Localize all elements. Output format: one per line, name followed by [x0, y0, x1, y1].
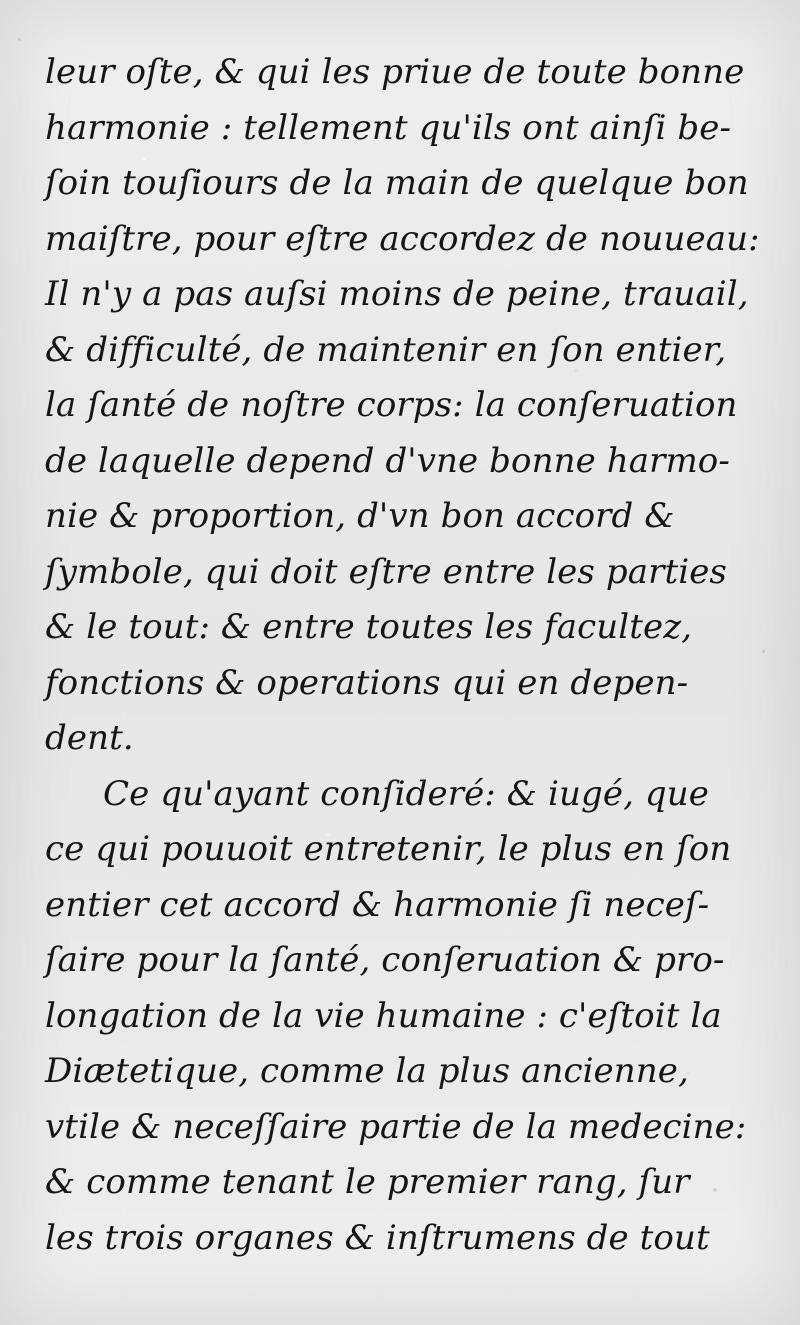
- text-line: fonctions & operations qui en depen-: [45, 662, 689, 703]
- text-line: maiſtre, pour eſtre accordez de nouueau:: [45, 218, 760, 259]
- text-line: ſymbole, qui doit eſtre entre les parties: [45, 551, 727, 592]
- paper-speck: [18, 38, 21, 41]
- text-line: nie & proportion, d'vn bon accord &: [45, 496, 675, 536]
- text-line: ſaire pour la ſanté, conſeruation & pro-: [45, 940, 725, 980]
- text-line: de laquelle depend d'vne bonne harmo-: [45, 440, 730, 481]
- body-text: [45, 45, 760, 1266]
- text-line: & le tout: & entre toutes les facultez,: [45, 607, 693, 647]
- paragraph-2: [45, 767, 745, 1267]
- text-line: les trois organes & inſtrumens de tout: [45, 1217, 710, 1258]
- text-line: ſoin touſiours de la main de quelque bon: [45, 163, 749, 203]
- text-line: harmonie : tellement qu'ils ont ainſi be-: [45, 107, 732, 148]
- text-line: entier cet accord & harmonie ſi neceſ-: [45, 884, 710, 925]
- paragraph-1: [45, 45, 760, 767]
- text-line: Diætetique, comme la plus ancienne,: [45, 1051, 689, 1091]
- text-line: la ſanté de noſtre corps: la conſeruation: [45, 385, 738, 425]
- paper-speck: [762, 650, 765, 653]
- text-line: & comme tenant le premier rang, ſur: [45, 1162, 690, 1202]
- text-line: dent.: [45, 718, 134, 758]
- text-line: leur oſte, & qui les priue de toute bonne: [45, 52, 745, 92]
- text-line: vtile & neceſſaire partie de la medecine:: [45, 1106, 747, 1147]
- text-line: & difficulté, de maintenir en ſon entier,: [45, 329, 727, 370]
- text-line: Il n'y a pas auſsi moins de peine, trauail,: [45, 274, 749, 314]
- text-line: ce qui pouuoit entretenir, le plus en ſon: [45, 829, 732, 869]
- text-line: Ce qu'ayant conſideré: & iugé, que: [103, 773, 709, 814]
- text-line: longation de la vie humaine : c'eſtoit la: [45, 995, 722, 1036]
